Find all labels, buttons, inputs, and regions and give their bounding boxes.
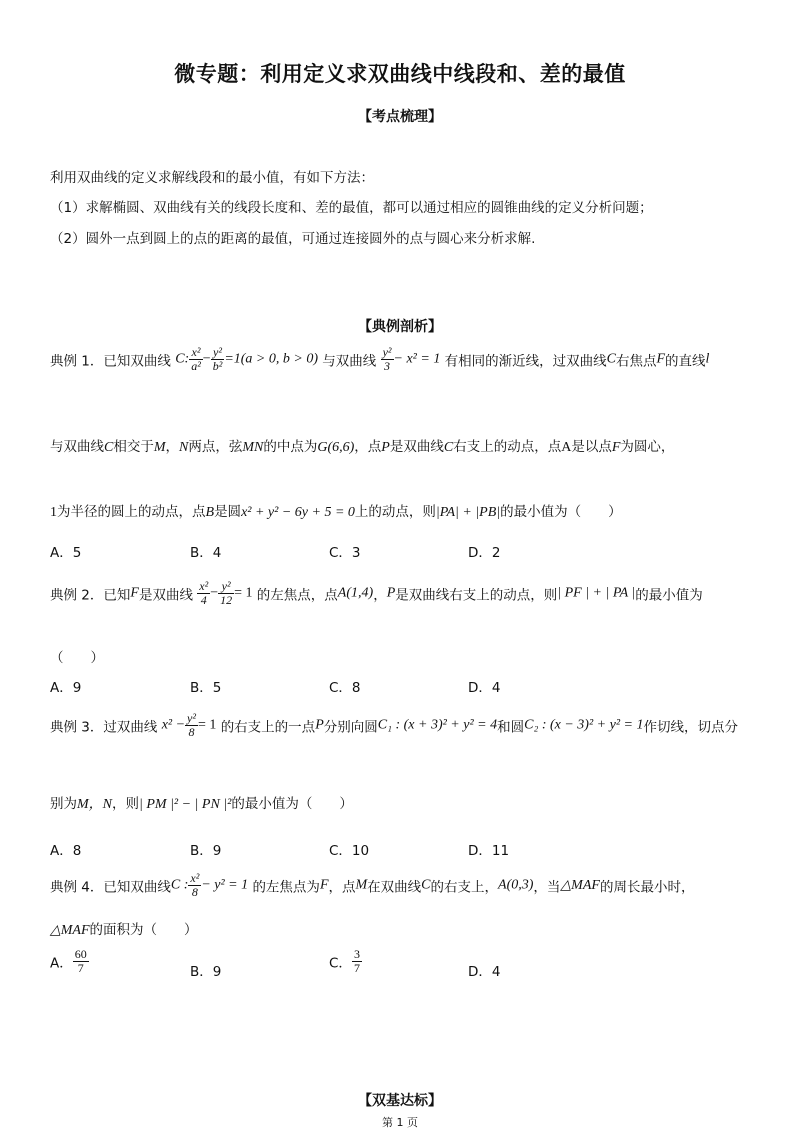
example-4-line-2: △MAF的面积为（ ） <box>50 922 198 938</box>
example-1-option-c: C．3 <box>329 545 361 561</box>
example-3-option-a: A．8 <box>50 843 82 859</box>
section-examples-heading: 【典例剖析】 <box>358 319 442 335</box>
page-number: 第 1 页 <box>382 1116 418 1129</box>
intro-line-2: （1）求解椭圆、双曲线有关的线段长度和、差的最值，都可以通过相应的圆锥曲线的定义分析问题； <box>50 200 653 216</box>
intro-line-1: 利用双曲线的定义求解线段和的最小值，有如下方法： <box>50 170 374 186</box>
example-2-option-d: D．4 <box>468 680 501 696</box>
example-2-option-a: A．9 <box>50 680 82 696</box>
example-3-option-d: D．11 <box>468 843 510 859</box>
example-1-line-2: 与双曲线C相交于M，N两点，弦MN的中点为G(6,6)，点P是双曲线C右支上的动点，点A是以点F为圆心， <box>50 439 675 455</box>
example-2-line-1: 典例 2．已知F是双曲线 $\frac{\text{x²}}{4}$ − $\frac{\text{y²}}{12}$ = 1 的左焦点，点A(1,4)，P是双曲线右支上的动点，则| PF | + | PA |的最小值为 <box>50 579 703 607</box>
page-title: 微专题：利用定义求双曲线中线段和、差的最值 <box>174 62 626 86</box>
example-3-line-1: 典例 3．过双曲线 x² − $\frac{\text{y²}}{8}$ = 1 的右支上的一点P分别向圆C₁ : (x + 3)² + y² = 4和圆C₂ : (x − 3)² + y² = 1作切线，切点分 <box>50 711 738 739</box>
example-2-line-2: （ ） <box>50 650 104 666</box>
example-3-option-c: C．10 <box>329 843 370 859</box>
example-2-option-b: B．5 <box>190 680 222 696</box>
example-1-option-b: B．4 <box>190 545 222 561</box>
example-1-line-1: 典例 1．已知双曲线 C: $\frac{\text{x²}}{\text{a²}}$ − $\frac{\text{y²}}{\text{b²}}$ =1(a > 0, b > 0) 与双曲线 $\frac{\text{y²}}{3}$ − x² = 1 有相同的渐近线，过双曲线C右焦点F的直线l <box>50 345 710 373</box>
intro-line-3: （2）圆外一点到圆上的点的距离的最值，可通过连接圆外的点与圆心来分析求解. <box>50 231 536 247</box>
example-4-option-d: D．4 <box>468 964 501 980</box>
example-3-option-b: B．9 <box>190 843 222 859</box>
example-4-line-1: 典例 4．已知双曲线C : $\frac{\text{x²}}{8}$ − y² = 1 的左焦点为F，点M在双曲线C的右支上，A(0,3)，当△MAF的周长最小时， <box>50 871 695 899</box>
example-4-option-a: A． $\frac{60}{7}$ <box>50 947 87 975</box>
example-1-option-a: A．5 <box>50 545 82 561</box>
example-2-option-c: C．8 <box>329 680 361 696</box>
example-3-line-2: 别为M，N，则| PM |² − | PN |²的最小值为（ ） <box>50 796 353 812</box>
example-4-option-c: C． $\frac{3}{7}$ <box>329 947 360 975</box>
section-practice-heading: 【双基达标】 <box>358 1093 442 1109</box>
example-1-line-3: 1为半径的圆上的动点，点B是圆x² + y² − 6y + 5 = 0上的动点，则|PA| + |PB|的最小值为（ ） <box>50 504 622 520</box>
example-1-option-d: D．2 <box>468 545 501 561</box>
section-review-heading: 【考点梳理】 <box>358 109 442 125</box>
example-4-option-b: B．9 <box>190 964 222 980</box>
